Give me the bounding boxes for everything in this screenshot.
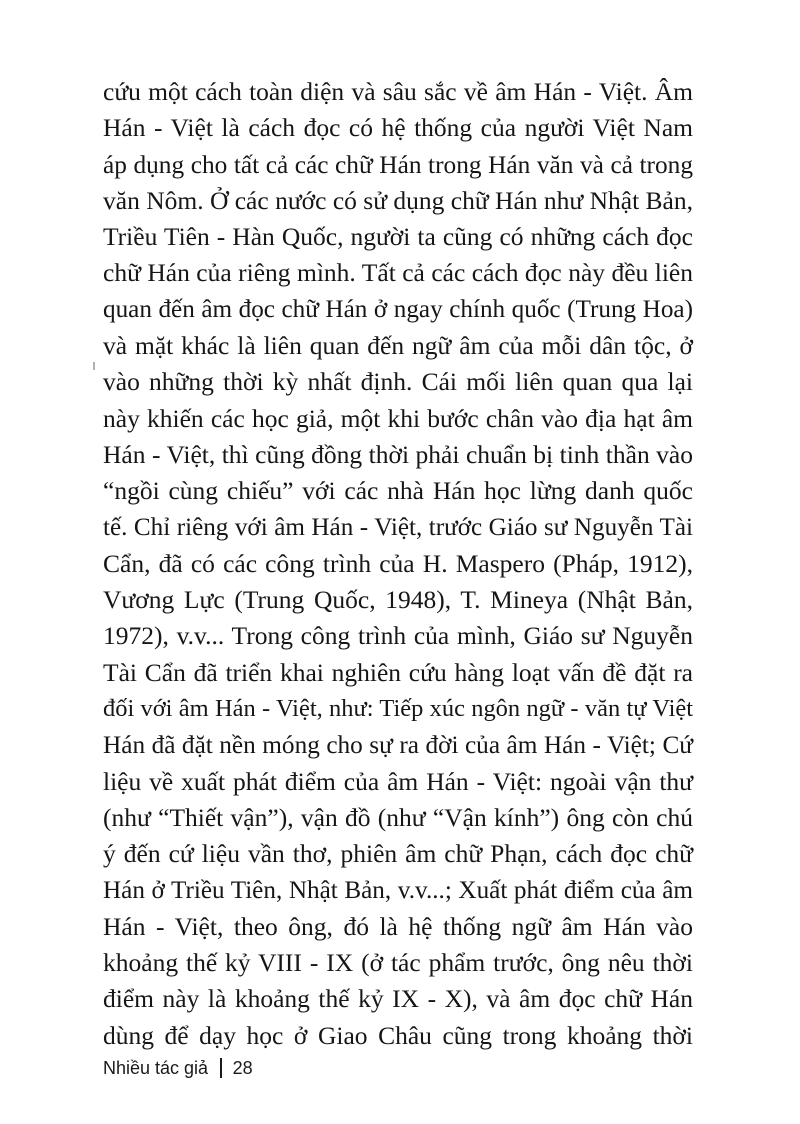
text-line: Triều Tiên - Hàn Quốc, người ta cũng có những cách đọc <box>103 222 693 252</box>
text-line: tế. Chỉ riêng với âm Hán - Việt, trước Giáo sư Nguyễn Tài <box>103 513 693 541</box>
text-line: này khiến các học giả, một khi bước chân vào địa hạt âm <box>103 403 693 433</box>
text-line: Cẩn, đã có các công trình của H. Maspero (Pháp, 1912), <box>103 548 693 578</box>
text-line: Hán - Việt, thì cũng đồng thời phải chuẩn bị tinh thần vào <box>103 439 693 469</box>
footer-divider <box>220 1058 222 1078</box>
body-text <box>103 74 693 1054</box>
text-line: văn Nôm. Ở các nước có sử dụng chữ Hán như Nhật Bản, <box>103 185 693 215</box>
text-line: Hán - Việt, theo ông, đó là hệ thống ngữ âm Hán vào <box>103 911 693 941</box>
text-line: “ngồi cùng chiếu” với các nhà Hán học lừng danh quốc <box>103 476 693 506</box>
text-line: quan đến âm đọc chữ Hán ở ngay chính quốc (Trung Hoa) <box>103 295 693 323</box>
text-line: 1972), v.v... Trong công trình của mình, Giáo sư Nguyễn <box>103 621 693 651</box>
text-line: Hán ở Triều Tiên, Nhật Bản, v.v...; Xuất phát điểm của âm <box>103 876 693 904</box>
text-line: khoảng thế kỷ VIII - IX (ở tác phẩm trước, ông nêu thời <box>103 948 693 978</box>
text-line: áp dụng cho tất cả các chữ Hán trong Hán văn và cả trong <box>103 150 693 179</box>
scan-speck <box>93 362 95 370</box>
text-line: Hán đã đặt nền móng cho sự ra đời của âm Hán - Việt; Cứ <box>103 731 693 760</box>
text-line: đối với âm Hán - Việt, như: Tiếp xúc ngôn ngữ - văn tự Việt <box>103 695 693 723</box>
text-line: Tài Cẩn đã triển khai nghiên cứu hàng loạt vấn đề đặt ra <box>103 657 693 687</box>
text-line: vào những thời kỳ nhất định. Cái mối liên quan qua lại <box>103 367 693 397</box>
text-line: và mặt khác là liên quan đến ngữ âm của mỗi dân tộc, ở <box>103 331 693 361</box>
text-line: Hán - Việt là cách đọc có hệ thống của người Việt Nam <box>103 113 693 143</box>
text-line: ý đến cứ liệu vần thơ, phiên âm chữ Phạn, cách đọc chữ <box>103 839 693 869</box>
text-line: Vương Lực (Trung Quốc, 1948), T. Mineya (Nhật Bản, <box>103 585 693 615</box>
text-line: cứu một cách toàn diện và sâu sắc về âm Hán - Việt. Âm <box>103 77 693 106</box>
text-line: (như “Thiết vận”), vận đồ (như “Vận kính”) ông còn chú <box>103 802 693 832</box>
page-number: 28 <box>232 1058 253 1078</box>
page-footer <box>103 1053 253 1083</box>
footer-author: Nhiều tác giả <box>103 1058 209 1078</box>
text-line: chữ Hán của riêng mình. Tất cả các cách đọc này đều liên <box>103 258 693 288</box>
text-line: điểm này là khoảng thế kỷ IX - X), và âm đọc chữ Hán <box>103 984 693 1014</box>
text-line: dùng để dạy học ở Giao Châu cũng trong khoảng thời <box>103 1020 693 1050</box>
text-line: liệu về xuất phát điểm của âm Hán - Việt: ngoài vận thư <box>103 766 693 796</box>
